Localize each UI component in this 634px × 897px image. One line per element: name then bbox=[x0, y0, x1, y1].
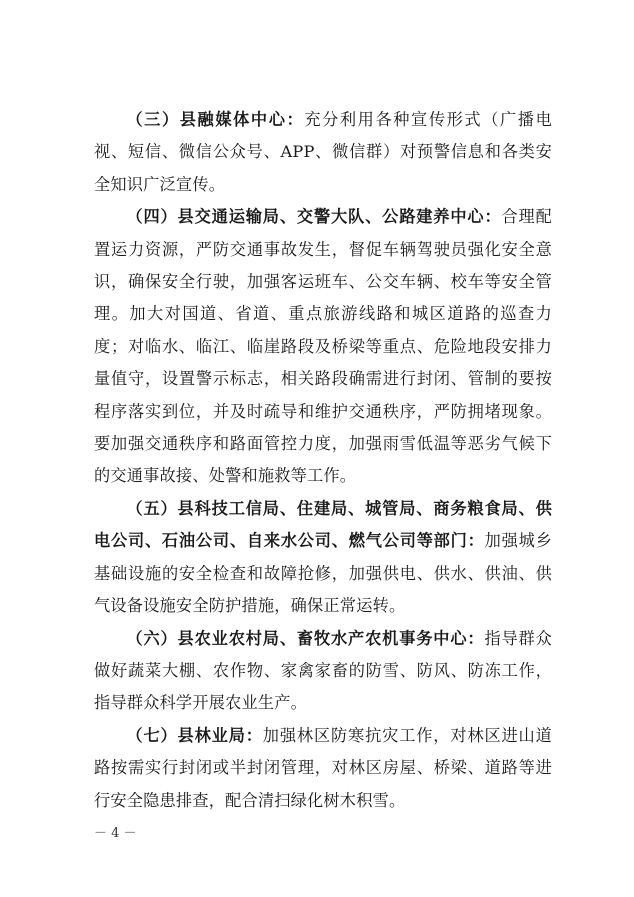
paragraph-heading: （三）县融媒体中心： bbox=[126, 110, 305, 129]
paragraph-forestry bbox=[94, 720, 552, 817]
page-number: － 4 － bbox=[94, 826, 137, 841]
paragraph-media-center bbox=[94, 104, 552, 201]
paragraph-text: 加强城乡基础设施的安全检查和故障抢修，加强供电、供水、供油、供气设备设施安全防护措施，确保正常运转。 bbox=[94, 531, 552, 616]
paragraph-text: 指导群众做好蔬菜大棚、农作物、家禽家畜的防雪、防风、防冻工作，指导群众科学开展农业生产。 bbox=[94, 628, 552, 713]
document-body bbox=[94, 104, 552, 817]
paragraph-transport bbox=[94, 201, 552, 493]
paragraph-heading: （六）县农业农村局、畜牧水产农机事务中心： bbox=[126, 628, 485, 648]
paragraph-text: 加强林区防寒抗灾工作，对林区进山道路按需实行封闭或半封闭管理，对林区房屋、桥梁、道路等进行安全隐患排查，配合清扫绿化树木积雪。 bbox=[94, 725, 552, 810]
paragraph-heading: （五）县科技工信局、住建局、城管局、商务粮食局、供电公司、石油公司、自来水公司、燃气公司等部门： bbox=[94, 498, 552, 551]
paragraph-heading: （四）县交通运输局、交警大队、公路建养中心： bbox=[126, 207, 502, 227]
paragraph-agriculture bbox=[94, 623, 552, 720]
paragraph-text: 合理配置运力资源，严防交通事故发生，督促车辆驾驶员强化安全意识，确保安全行驶，加强客运班车、公交车辆、校车等安全管理。加大对国道、省道、重点旅游线路和城区道路的巡查力度；对临水、临江、临崖路段及桥梁等重点、危险地段安排力量值守，设置警示标志，相关路段确需进行封闭、管制的要按程序落实到位，并及时疏导和维护交通秩序，严防拥堵现象。要加强交通秩序和路面管控力度，加强雨雪低温等恶劣气候下的交通事故接、处警和施救等工作。 bbox=[94, 207, 552, 486]
paragraph-text: 充分利用各种宣传形式（广播电视、短信、微信公众号、APP、微信群）对预警信息和各类安全知识广泛宣传。 bbox=[94, 110, 552, 194]
paragraph-heading: （七）县林业局： bbox=[126, 725, 263, 745]
paragraph-infrastructure bbox=[94, 493, 552, 623]
